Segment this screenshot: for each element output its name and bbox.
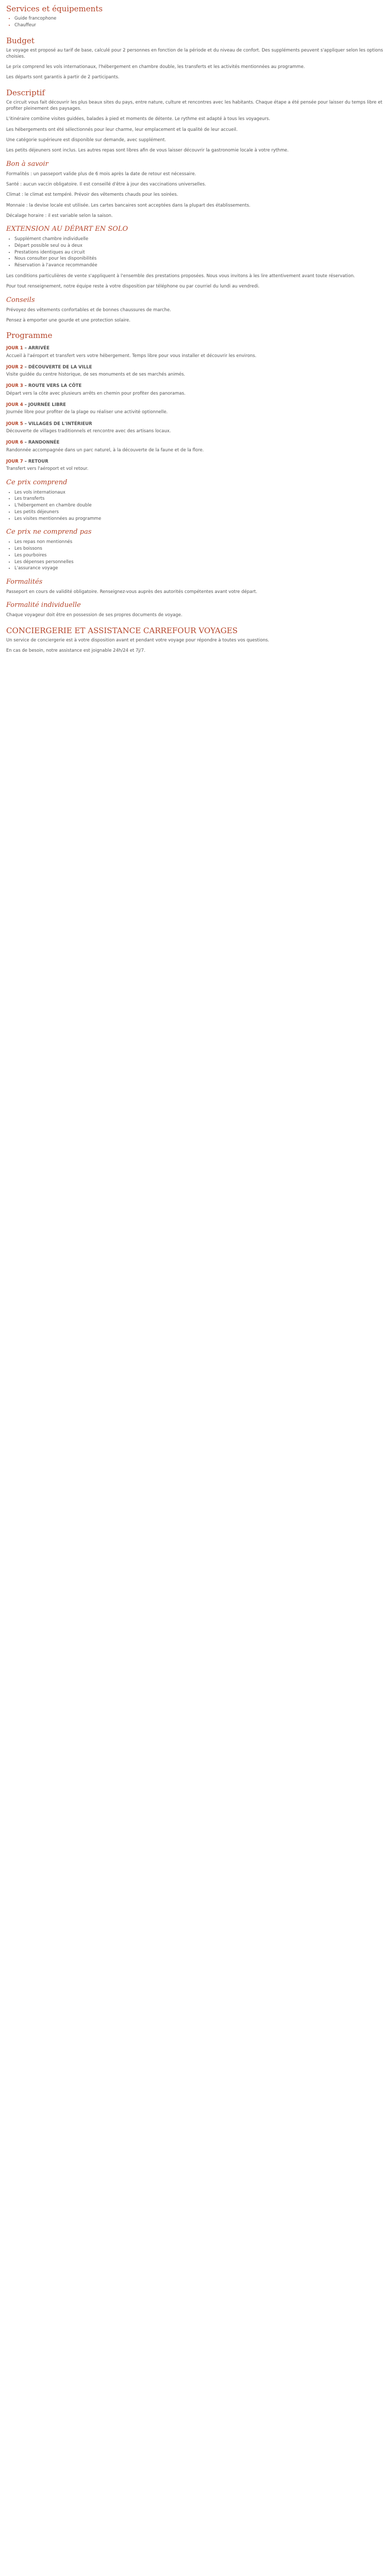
day-text: Journée libre pour profiter de la plage ou réaliser une activité optionnelle. (6, 410, 168, 415)
day-text: Découverte de villages traditionnels et rencontre avec des artisans locaux. (6, 429, 171, 434)
conseils-paragraph: Prévoyez des vêtements confortables et de bonnes chaussures de marche. (6, 307, 171, 313)
price-excludes-title: Ce prix ne comprend pas (6, 528, 92, 536)
day-item (6, 439, 385, 453)
price-includes-list (6, 489, 385, 522)
day-item (6, 345, 385, 359)
document (0, 0, 391, 654)
repas-paragraph: Les petits déjeuners sont inclus. Les autres repas sont libres afin de vous laisser découvrir la gastronomie locale à votre rythme. (6, 148, 289, 154)
price-excludes-list (6, 539, 385, 572)
day-heading (6, 402, 385, 408)
extension-item: • Réservation à l'avance recommandée (14, 262, 385, 269)
day-label: JOUR 1 (6, 346, 23, 351)
day-text: Randonnée accompagnée dans un parc naturel, à la découverte de la faune et de la flore. (6, 447, 204, 453)
bon-a-savoir-title: Bon à savoir (6, 160, 48, 168)
descriptif-paragraph: L'itinéraire combine visites guidées, balades à pied et moments de détente. Le rythme est adapté à tous les voyageurs. (6, 116, 270, 122)
budget-title: Budget (6, 36, 35, 45)
day-heading (6, 345, 385, 351)
bon-a-savoir-paragraph: Monnaie : la devise locale est utilisée. Les cartes bancaires sont acceptées dans la plupart des établissements. (6, 202, 251, 208)
formalite-individuelle-paragraph: Chaque voyageur doit être en possession de ses propres documents de voyage. (6, 613, 183, 618)
price-includes-item: • Les visites mentionnées au programme (14, 516, 385, 522)
bon-a-savoir-paragraph: Climat : le climat est tempéré. Prévoir des vêtements chauds pour les soirées. (6, 192, 178, 198)
formalites-title: Formalités (6, 578, 43, 586)
day-text: Départ vers la côte avec plusieurs arrêts en chemin pour profiter des panoramas. (6, 391, 186, 396)
conseils-paragraph: Pensez à emporter une gourde et une protection solaire. (6, 317, 131, 323)
budget-paragraph: Les départs sont garantis à partir de 2 participants. (6, 75, 120, 80)
day-item (6, 383, 385, 397)
day-label: JOUR 3 (6, 383, 23, 389)
day-label: JOUR 7 (6, 459, 23, 464)
day-label: JOUR 4 (6, 402, 23, 408)
services-title: Services et équipements (6, 4, 103, 13)
bon-a-savoir-paragraph: Santé : aucun vaccin obligatoire. Il est conseillé d'être à jour des vaccinations universelles. (6, 181, 206, 187)
services-list (6, 15, 385, 29)
day-text: Visite guidée du centre historique, de ses monuments et de ses marchés animés. (6, 372, 185, 378)
day-title: JOURNÉE LIBRE (28, 402, 66, 408)
day-title: ROUTE VERS LA CÔTE (28, 383, 82, 389)
price-excludes-item: • Les pourboires (14, 552, 385, 559)
conseils-title: Conseils (6, 296, 35, 304)
day-list (6, 345, 385, 472)
conciergerie-paragraph: En cas de besoin, notre assistance est joignable 24h/24 et 7j/7. (6, 648, 145, 653)
bon-a-savoir-paragraph: Décalage horaire : il est variable selon la saison. (6, 213, 113, 218)
formalites-paragraph: Passeport en cours de validité obligatoire. Renseignez-vous auprès des autorités compétentes avant votre départ. (6, 589, 257, 595)
day-heading (6, 364, 385, 370)
day-separator: – (23, 421, 28, 427)
extension-item: • Supplément chambre individuelle (14, 236, 385, 243)
day-item (6, 402, 385, 416)
day-heading (6, 421, 385, 427)
day-item (6, 459, 385, 472)
services-item: • Chauffeur (14, 22, 385, 29)
descriptif-paragraph: Ce circuit vous fait découvrir les plus beaux sites du pays, entre nature, culture et rencontres avec les habitants. Chaque étape a été pensée pour laisser du temps libre et profiter pleinement des paysages. (6, 99, 383, 112)
day-heading (6, 459, 385, 465)
descriptif-title: Descriptif (6, 88, 45, 97)
services-item: • Guide francophone (14, 15, 385, 22)
price-includes-item: • L'hébergement en chambre double (14, 502, 385, 509)
day-title: ARRIVÉE (28, 346, 50, 351)
day-label: JOUR 2 (6, 364, 23, 370)
day-separator: – (23, 383, 28, 389)
formalite-individuelle-title: Formalité individuelle (6, 601, 81, 609)
hebergement-paragraph: Une catégorie supérieure est disponible sur demande, avec supplément. (6, 138, 166, 143)
day-item (6, 421, 385, 435)
budget-intro: Le voyage est proposé au tarif de base, calculé pour 2 personnes en fonction de la période et du niveau de confort. Des suppléments peuvent s'appliquer selon les options choisies. (6, 47, 383, 59)
day-label: JOUR 5 (6, 421, 23, 427)
price-excludes-item: • Les boissons (14, 546, 385, 552)
bon-a-savoir-paragraph: Formalités : un passeport valide plus de 6 mois après la date de retour est nécessaire. (6, 171, 197, 177)
price-includes-title: Ce prix comprend (6, 478, 68, 486)
day-separator: – (23, 364, 28, 370)
day-separator: – (23, 440, 28, 446)
hebergement-paragraph: Les hébergements ont été sélectionnés pour leur charme, leur emplacement et la qualité de leur accueil. (6, 127, 238, 132)
extension-item: • Prestations identiques au circuit (14, 249, 385, 256)
extension-title: EXTENSION AU DÉPART EN SOLO (6, 225, 128, 233)
day-item (6, 364, 385, 378)
price-excludes-item: • L'assurance voyage (14, 565, 385, 572)
day-title: VILLAGES DE L'INTÉRIEUR (28, 421, 92, 427)
price-includes-item: • Les vols internationaux (14, 489, 385, 496)
day-separator: – (23, 346, 28, 351)
info-paragraph: Les conditions particulières de vente s'appliquent à l'ensemble des prestations proposées. Nous vous invitons à les lire attentivement avant toute réservation. (6, 273, 355, 279)
day-title: RANDONNÉE (28, 440, 60, 446)
day-separator: – (23, 459, 28, 464)
programme-title: Programme (6, 331, 53, 341)
budget-paragraph: Le prix comprend les vols internationaux, l'hébergement en chambre double, les transferts et les activités mentionnées au programme. (6, 64, 305, 70)
day-text: Accueil à l'aéroport et transfert vers votre hébergement. Temps libre pour vous installer et découvrir les environs. (6, 353, 257, 359)
day-heading (6, 383, 385, 389)
info-paragraph: Pour tout renseignement, notre équipe reste à votre disposition par téléphone ou par courriel du lundi au vendredi. (6, 284, 260, 290)
day-label: JOUR 6 (6, 440, 23, 446)
price-includes-item: • Les petits déjeuners (14, 509, 385, 516)
extension-item: • Nous consulter pour les disponibilités (14, 256, 385, 262)
day-separator: – (23, 402, 28, 408)
extension-list (6, 236, 385, 269)
day-heading (6, 439, 385, 446)
day-title: RETOUR (28, 459, 48, 464)
price-excludes-item: • Les repas non mentionnés (14, 539, 385, 546)
conciergerie-title: CONCIERGERIE ET ASSISTANCE CARREFOUR VOYAGES (6, 625, 238, 635)
price-excludes-item: • Les dépenses personnelles (14, 559, 385, 566)
day-title: DÉCOUVERTE DE LA VILLE (28, 364, 92, 370)
extension-item: • Départ possible seul ou à deux (14, 243, 385, 249)
conciergerie-paragraph: Un service de conciergerie est à votre disposition avant et pendant votre voyage pour répondre à toutes vos questions. (6, 637, 269, 643)
price-includes-item: • Les transferts (14, 496, 385, 502)
day-text: Transfert vers l'aéroport et vol retour. (6, 466, 89, 472)
